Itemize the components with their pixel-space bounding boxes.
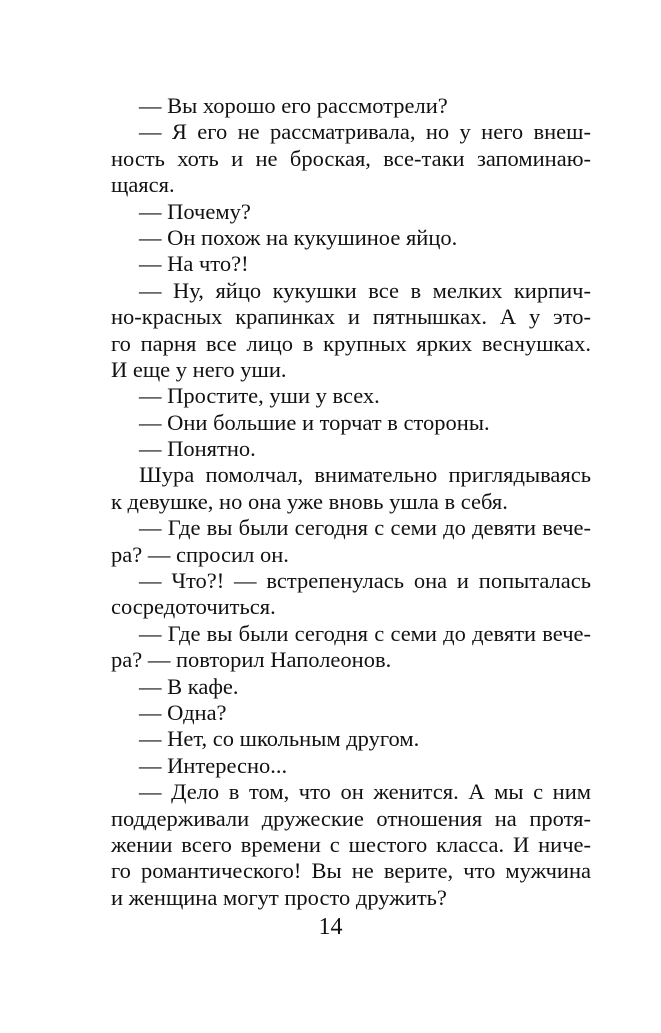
page-number: 14 (318, 914, 343, 940)
text-line: щаяся. (111, 172, 175, 198)
text-line: — В кафе. (139, 673, 239, 699)
text-line: но-красных крапинках и пятнышках. А у это- (111, 304, 591, 330)
text-line: — Где вы были сегодня с семи до девяти вече- (139, 515, 591, 541)
text-line: ра? — повторил Наполеонов. (111, 647, 392, 673)
text-line: — Одна? (139, 699, 227, 725)
text-line: — Дело в том, что он женится. А мы с ним (139, 779, 591, 805)
text-line: — Вы хорошо его рассмотрели? (139, 93, 448, 118)
text-line: ра? — спросил он. (111, 541, 289, 567)
text-line: поддерживали дружеские отношения на протя- (111, 805, 591, 831)
text-line: — Я его не рассматривала, но у него внеш- (139, 119, 591, 145)
text-line: — На что?! (139, 251, 249, 277)
text-line: жении всего времени с шестого класса. И ниче- (111, 831, 591, 857)
text-line: Шура помолчал, внимательно приглядываясь (139, 462, 591, 488)
text-line: и женщина могут просто дружить? (111, 884, 447, 910)
text-line: — Интересно... (139, 752, 288, 778)
text-line: И еще у него уши. (111, 356, 287, 382)
text-line: го романтического! Вы не верите, что мужчина (111, 858, 591, 884)
body-text (111, 93, 591, 911)
text-line: ность хоть и не броская, все-таки запоминаю- (111, 145, 591, 171)
text-line: — Он похож на кукушиное яйцо. (139, 224, 458, 250)
text-line: — Ну, яйцо кукушки все в мелких кирпич- (139, 277, 591, 303)
text-line: к девушке, но она уже вновь ушла в себя. (111, 488, 508, 514)
text-line: сосредоточиться. (111, 594, 276, 620)
text-line: го парня все лицо в крупных ярких веснушках. (111, 330, 591, 356)
text-line: — Понятно. (139, 436, 256, 462)
text-line: — Они большие и торчат в стороны. (139, 409, 490, 435)
text-line: — Простите, уши у всех. (139, 383, 380, 409)
text-line: — Нет, со школьным другом. (139, 726, 420, 752)
text-line: — Что?! — встрепенулась она и попыталась (139, 568, 591, 594)
text-line: — Где вы были сегодня с семи до девяти вече- (139, 620, 591, 646)
text-line: — Почему? (139, 198, 251, 224)
